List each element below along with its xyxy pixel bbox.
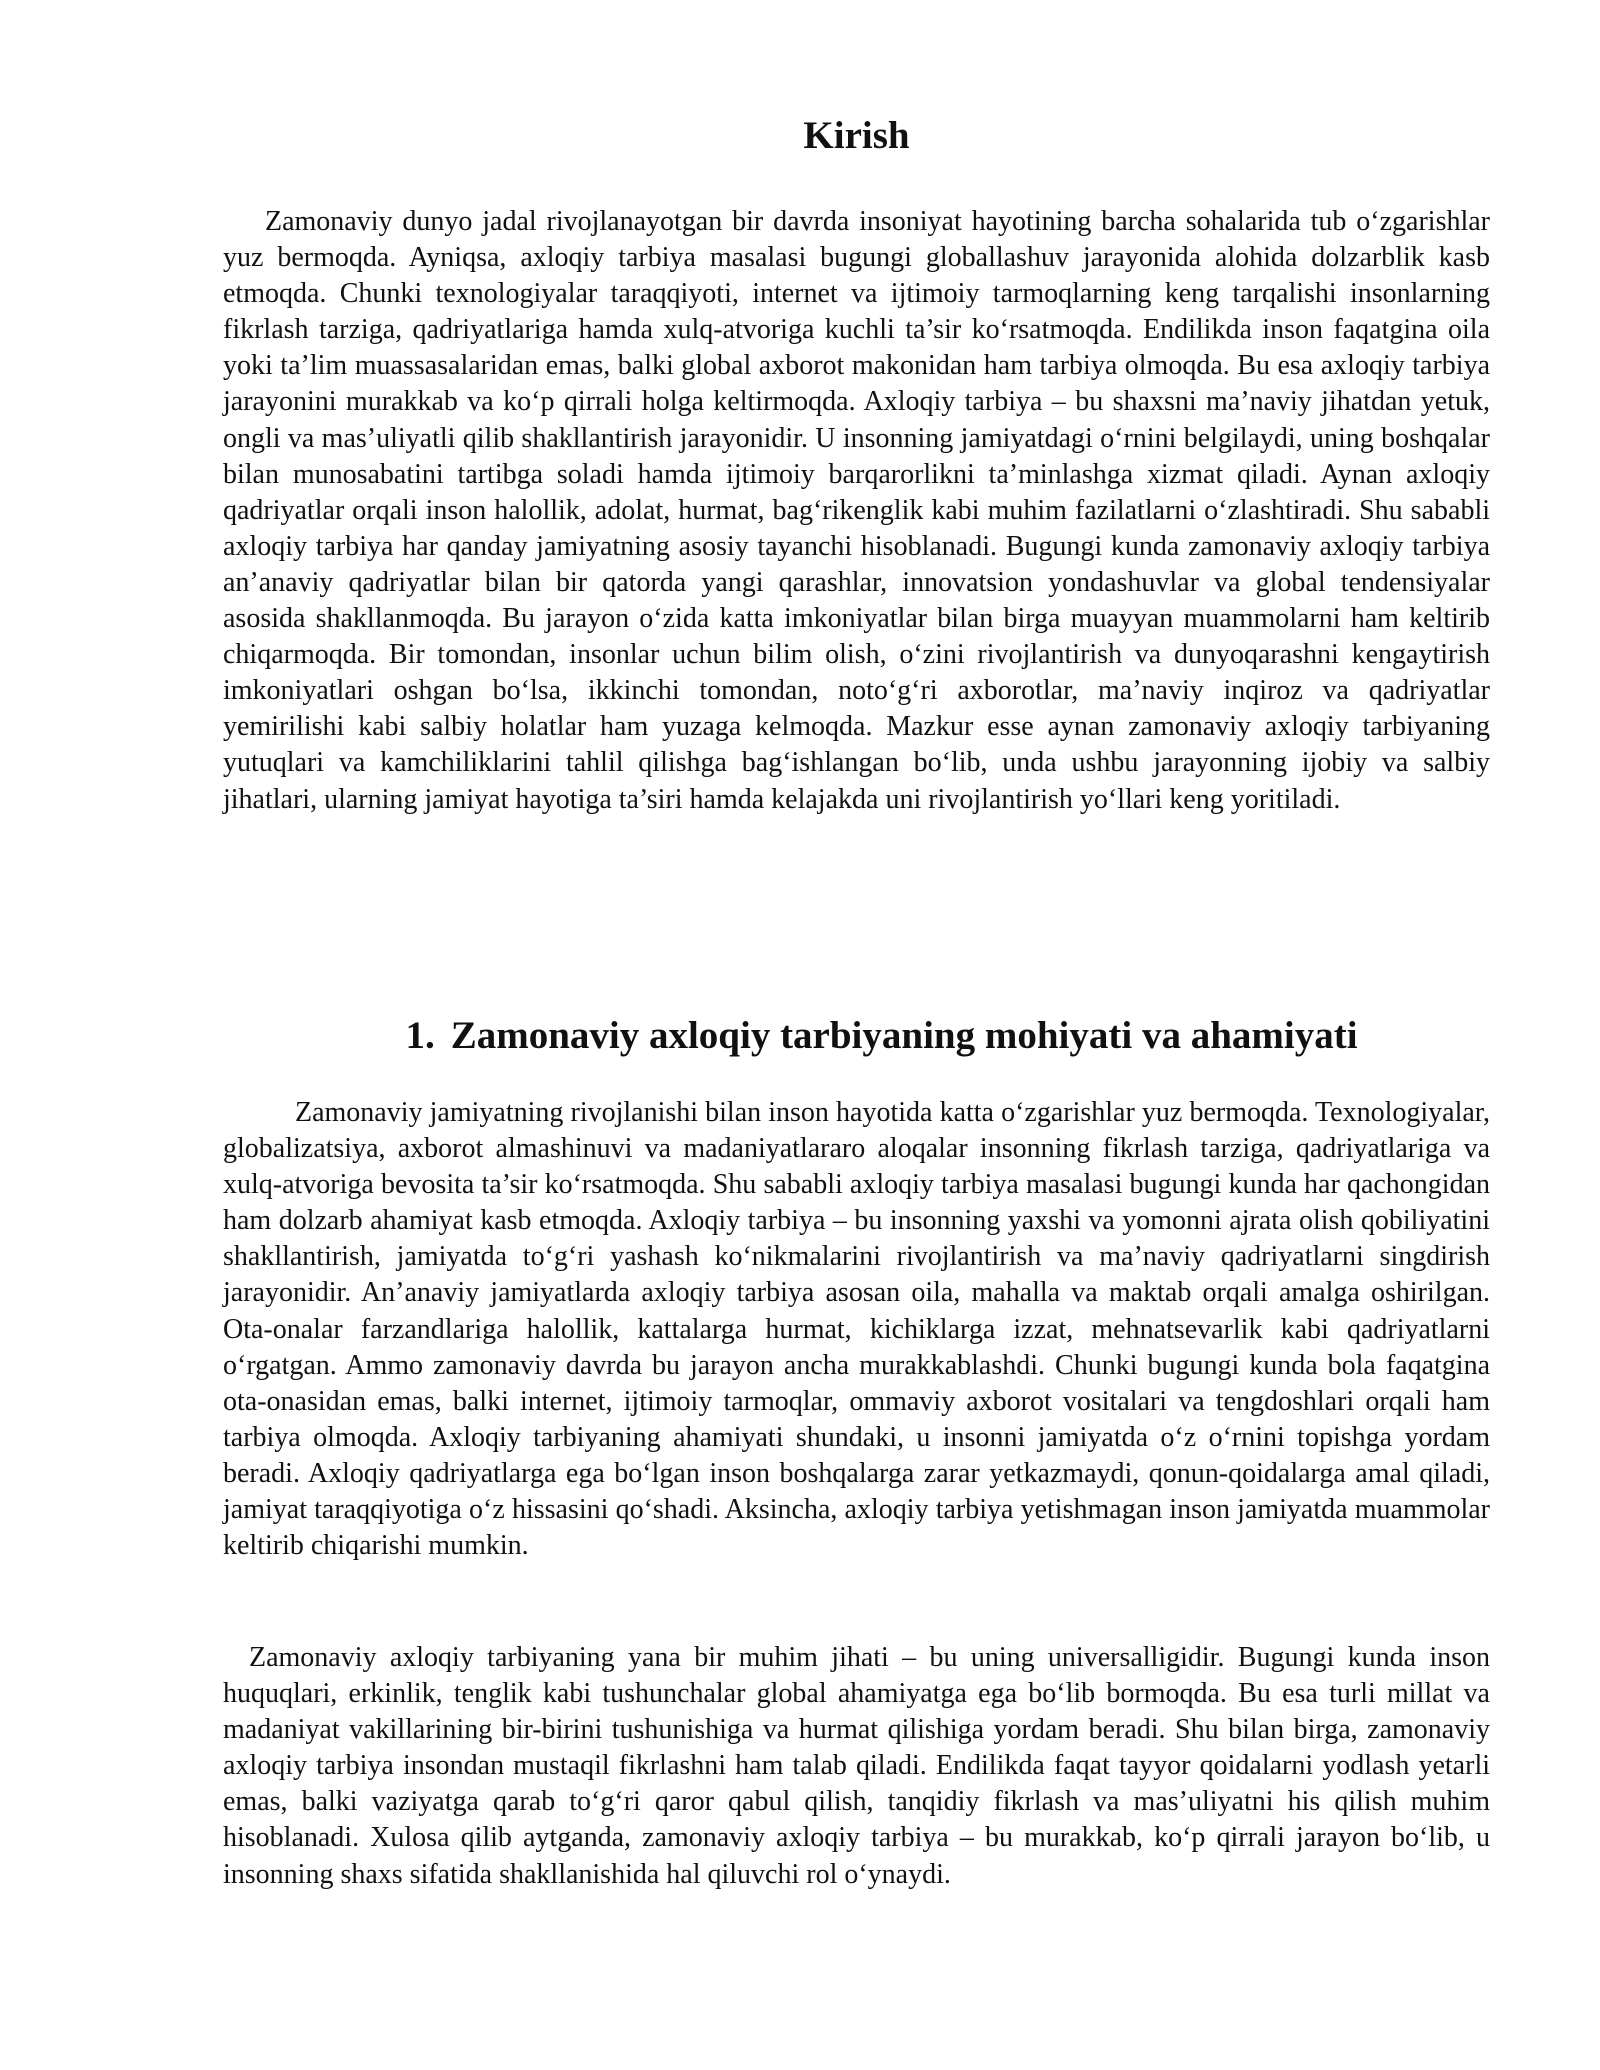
section-heading	[223, 1008, 1490, 1064]
section-number: 1.	[405, 1014, 435, 1057]
section-paragraph-1: Zamonaviy jamiyatning rivojlanishi bilan inson hayotida katta o‘zgarishlar yuz bermoqda. Texnologiyalar, globalizatsiya, axborot almashinuvi va madaniyatlararo aloqalar insonning fikrlash tarziga, qadriyatlariga va xulq-atvoriga bevosita ta’sir ko‘rsatmoqda. Shu sababli axloqiy tarbiya masalasi bugungi kunda har qachongidan ham dolzarb ahamiyat kasb etmoqda. Axloqiy tarbiya – bu insonning yaxshi va yomonni ajrata olish qobiliyatini shakllantirish, jamiyatda to‘g‘ri yashash ko‘nikmalarini rivojlantirish va ma’naviy qadriyatlarni singdirish jarayonidir. An’anaviy jamiyatlarda axloqiy tarbiya asosan oila, mahalla va maktab orqali amalga oshirilgan. Ota-onalar farzandlariga halollik, kattalarga hurmat, kichiklarga izzat, mehnatsevarlik kabi qadriyatlarni o‘rgatgan. Ammo zamonaviy davrda bu jarayon ancha murakkablashdi. Chunki bugungi kunda bola faqatgina ota-onasidan emas, balki internet, ijtimoiy tarmoqlar, ommaviy axborot vositalari va tengdoshlari orqali ham tarbiya olmoqda. Axloqiy tarbiyaning ahamiyati shundaki, u insonni jamiyatda o‘z o‘rnini topishga yordam beradi. Axloqiy qadriyatlarga ega bo‘lgan inson boshqalarga zarar yetkazmaydi, qonun-qoidalarga amal qiladi, jamiyat taraqqiyotiga o‘z hissasini qo‘shadi. Aksincha, axloqiy tarbiya yetishmagan inson jamiyatda muammolar keltirib chiqarishi mumkin.	[223, 1097, 1490, 1562]
page-title: Kirish	[803, 114, 910, 157]
section-title: Zamonaviy axloqiy tarbiyaning mohiyati va ahamiyati	[450, 1014, 1358, 1057]
intro-paragraph: Zamonaviy dunyo jadal rivojlanayotgan bir davrda insoniyat hayotining barcha sohalarida tub o‘zgarishlar yuz bermoqda. Ayniqsa, axloqiy tarbiya masalasi bugungi globallashuv jarayonida alohida dolzarblik kasb etmoqda. Chunki texnologiyalar taraqqiyoti, internet va ijtimoiy tarmoqlarning keng tarqalishi insonlarning fikrlash tarziga, qadriyatlariga hamda xulq-atvoriga kuchli ta’sir ko‘rsatmoqda. Endilikda inson faqatgina oila yoki ta’lim muassasalaridan emas, balki global axborot makonidan ham tarbiya olmoqda. Bu esa axloqiy tarbiya jarayonini murakkab va ko‘p qirrali holga keltirmoqda. Axloqiy tarbiya – bu shaxsni ma’naviy jihatdan yetuk, ongli va mas’uliyatli qilib shakllantirish jarayonidir. U insonning jamiyatdagi o‘rnini belgilaydi, uning boshqalar bilan munosabatini tartibga soladi hamda ijtimoiy barqarorlikni ta’minlashga xizmat qiladi. Aynan axloqiy qadriyatlar orqali inson halollik, adolat, hurmat, bag‘rikenglik kabi muhim fazilatlarni o‘zlashtiradi. Shu sababli axloqiy tarbiya har qanday jamiyatning asosiy tayanchi hisoblanadi. Bugungi kunda zamonaviy axloqiy tarbiya an’anaviy qadriyatlar bilan bir qatorda yangi qarashlar, innovatsion yondashuvlar va global tendensiyalar asosida shakllanmoqda. Bu jarayon o‘zida katta imkoniyatlar bilan birga muayyan muammolarni ham keltirib chiqarmoqda. Bir tomondan, insonlar uchun bilim olish, o‘zini rivojlantirish va dunyoqarashni kengaytirish imkoniyatlari oshgan bo‘lsa, ikkinchi tomondan, noto‘g‘ri axborotlar, ma’naviy inqiroz va qadriyatlar yemirilishi kabi salbiy holatlar ham yuzaga kelmoqda. Mazkur esse aynan zamonaviy axloqiy tarbiyaning yutuqlari va kamchiliklarini tahlil qilishga bag‘ishlangan bo‘lib, unda ushbu jarayonning ijobiy va salbiy jihatlari, ularning jamiyat hayotiga ta’siri hamda kelajakda uni rivojlantirish yo‘llari keng yoritiladi.	[223, 206, 1490, 815]
section-paragraph-2: Zamonaviy axloqiy tarbiyaning yana bir muhim jihati – bu uning universalligidir. Bugungi kunda inson huquqlari, erkinlik, tenglik kabi tushunchalar global ahamiyatga ega bo‘lib bormoqda. Bu esa turli millat va madaniyat vakillarining bir-birini tushunishiga va hurmat qilishiga yordam beradi. Shu bilan birga, zamonaviy axloqiy tarbiya insondan mustaqil fikrlashni ham talab qiladi. Endilikda faqat tayyor qoidalarni yodlash yetarli emas, balki vaziyatga qarab to‘g‘ri qaror qabul qilish, tanqidiy fikrlash va mas’uliyatni his qilish muhim hisoblanadi. Xulosa qilib aytganda, zamonaviy axloqiy tarbiya – bu murakkab, ko‘p qirrali jarayon bo‘lib, u insonning shaxs sifatida shakllanishida hal qiluvchi rol o‘ynaydi.	[223, 1642, 1490, 1890]
